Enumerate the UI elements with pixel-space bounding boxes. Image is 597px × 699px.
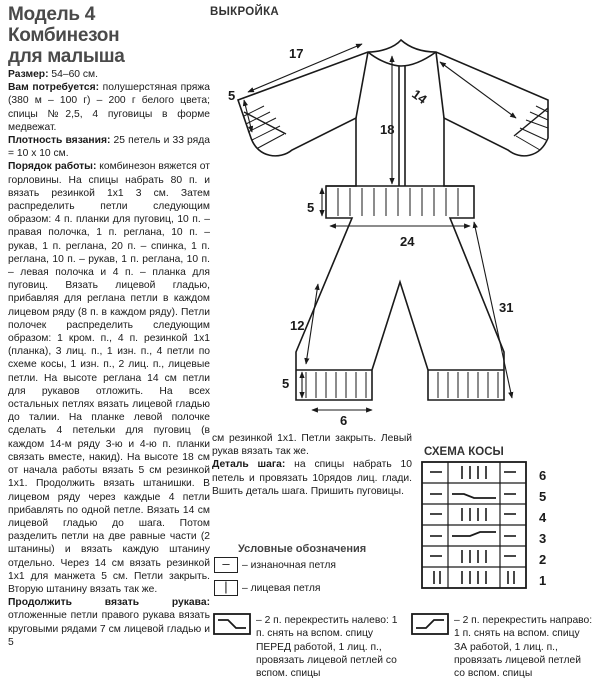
size-label: Размер: (8, 69, 49, 80)
crotch-label: Деталь шага: (212, 459, 286, 471)
dim-14: 14 (409, 86, 430, 107)
density-value: 25 петель и 33 ряда = 10 х 10 см. (8, 135, 210, 160)
legend-cross-right: – 2 п. перекрестить направо: 1 п. снять на вспом. спицу ЗА работой, 1 лиц. п., провязать лицевой петлей со вспом. спицы (454, 615, 593, 680)
legend-knit: – лицевая петля (242, 583, 321, 594)
cable-row-2: 2 (539, 552, 547, 567)
cable-row-4: 4 (539, 510, 547, 525)
dim-31: 31 (499, 300, 514, 315)
page-title: Модель 4 Комбинезон для малыша (8, 4, 125, 67)
cable-row-5: 5 (539, 489, 547, 504)
dim-6: 6 (340, 413, 348, 428)
sleeve-finish: см резинкой 1х1. Петли закрыть. Левый рукав вязать так же. (212, 433, 412, 458)
procedure-value: комбинезон вяжется от горловины. На спицы набрать 80 п. и вязать резинкой 1х1 3 см. Затем распределить петли следующим образом: 4 п. планки для пуговиц, 10 п. – правая полочка, 1 п. реглана, 10 п. – рукав, 1 п. реглана, 20 п. – спинка, 1 п. реглана, 10 п. – рукав, 1 п. реглана, 10 п. – левая полочка и 4 п. – планка для пуговиц. Вязать лицевой гладью, прибавляя для реглана петли в каждом лицевом ряду (8 п. в каждом ряду). Петли полочек распределить следующим образом: 1 кром. п., 4 п. резинкой 1х1 (планка), 3 лиц. п., 1 изн. п., 4 петли по схеме косы, 1 изн. п., 2 лиц. п., лицевые петли. На высоте реглана 14 см петли для рукавов отложить. На всех остальных петлях вязать лицевой гладью до талии. На планке левой полочке сделать 4 петельки для пуговиц (в каждом 14-м ряду 3-ю и 4-ю п. планки связать вместе, накид). На высоте 18 см от начала работы вязать 5 см резинкой 1х1. Продолжить вязать штанишки. В лицевом ряду через каждые 4 петли прибавлять по одной петле. Вязать 14 см лицевой гладью до шага. Потом разделить петли на две равные части (2 штанины) и вязать каждую штанину отдельно. Через 14 см вязать резинкой 1х1 для манжета 5 см. Петли закрыть. Вторую штанину вязать так же. (8, 161, 210, 595)
legend-title: Условные обозначения (238, 543, 367, 555)
crotch-value: на спицы набрать 10 петель и провязать 10рядов лиц. глади. Вшить деталь шага. Пришить пуговицы. (212, 459, 412, 497)
materials-value: полушерстяная пряжа (380 м – 100 г) – 200 г белого цвета; спицы №2,5, 4 пуговицы в форме медвежат. (8, 82, 210, 133)
purl-symbol: – (222, 556, 230, 571)
sleeves-value: отложенные петли правого рукава вязать круговыми рядами 7 см лицевой гладью и 5 (8, 610, 210, 648)
density-label: Плотность вязания: (8, 135, 111, 147)
cable-row-1: 1 (539, 573, 547, 588)
dim-24: 24 (400, 234, 415, 249)
cable-chart-title: СХЕМА КОСЫ (424, 446, 504, 458)
dim-12: 12 (290, 318, 305, 333)
cable-row-3: 3 (539, 531, 547, 546)
dim-17: 17 (289, 46, 304, 61)
size-value: 54–60 см. (51, 69, 98, 80)
dim-5-cuff: 5 (282, 376, 290, 391)
cable-row-6: 6 (539, 468, 547, 483)
legend-cross-left: – 2 п. перекрестить налево: 1 п. снять на вспом. спицу ПЕРЕД работой, 1 лиц. п., провязать лицевой петлей со вспом. спицы (256, 615, 398, 680)
dim-18: 18 (380, 122, 395, 137)
legend-purl: – изнаночная петля (242, 560, 336, 571)
pattern-title: ВЫКРОЙКА (210, 6, 280, 18)
materials-label: Вам потребуется: (8, 82, 100, 94)
dim-5-waist: 5 (307, 200, 315, 215)
sleeves-label: Продолжить вязать рукава: (8, 597, 210, 609)
dim-5-sleeve: 5 (228, 88, 236, 103)
knit-symbol: | (224, 579, 228, 594)
procedure-label: Порядок работы: (8, 161, 97, 173)
